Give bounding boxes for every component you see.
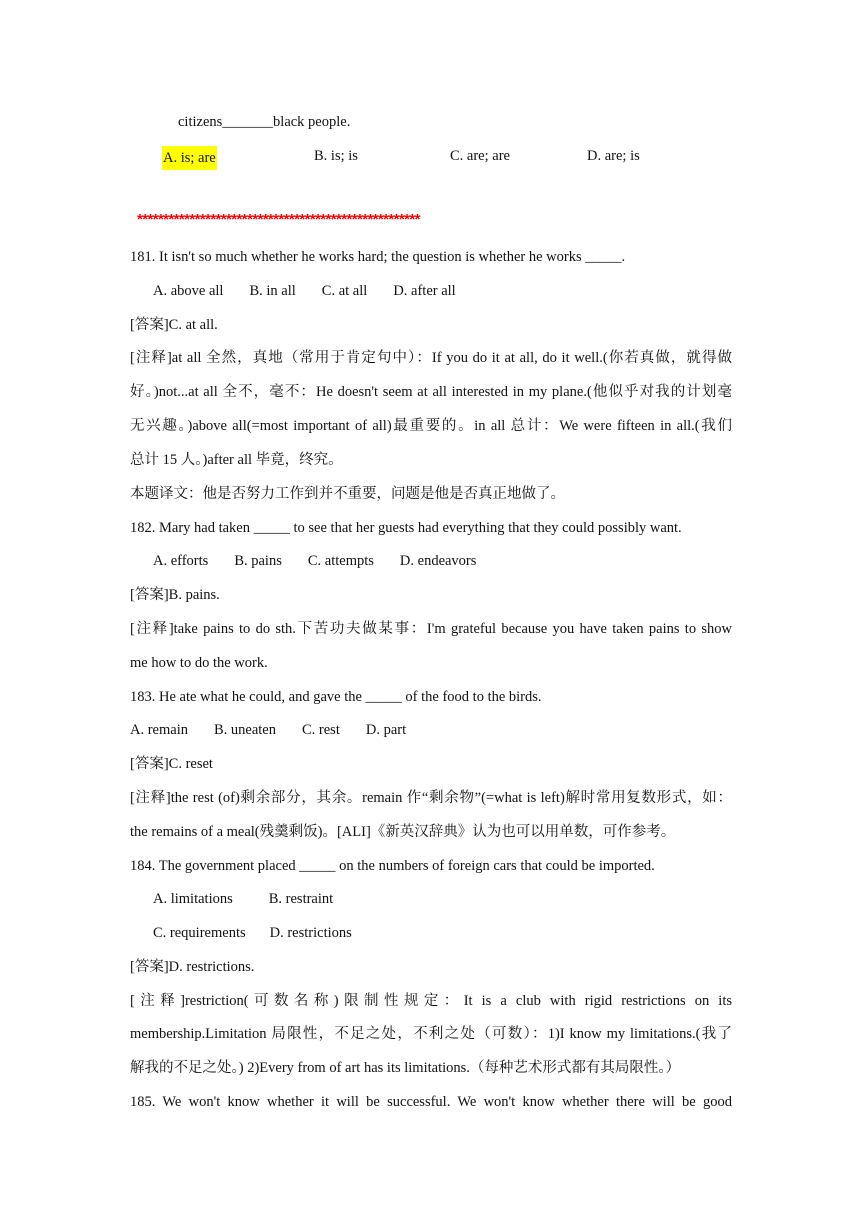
note-184-line-1: [注释]restriction(可数名称)限制性规定：It is a club with rigid restrictions on its (130, 993, 732, 1009)
option-181-a: A. above all (153, 283, 224, 299)
option-b: B. is; is (314, 148, 358, 164)
option-184-d: D. restrictions (269, 925, 352, 941)
note-184-line-3: 解我的不足之处。) 2)Every from of art has its limitations.（每种艺术形式都有其局限性。） (130, 1060, 681, 1076)
note-183-line-1: [注释]the rest (of)剩余部分，其余。remain 作“剩余物”(=what is left)解时常用复数形式，如： (130, 790, 732, 806)
option-183-c: C. rest (302, 722, 340, 738)
answer-181: [答案]C. at all. (130, 317, 218, 333)
option-182-a: A. efforts (153, 553, 209, 569)
option-183-a: A. remain (130, 722, 188, 738)
answer-183: [答案]C. reset (130, 756, 213, 772)
note-184-line-2: membership.Limitation 局限性，不足之处，不利之处（可数）：1)I know my limitations.(我了 (130, 1026, 732, 1042)
separator-stars: ****************************************************** (137, 211, 420, 228)
note-183-line-2: the remains of a meal(残羹剩饭)。[ALI]《新英汉辞典》认为也可以用单数，可作参考。 (130, 824, 676, 840)
question-continuation: citizens_______black people. (178, 114, 351, 130)
option-181-c: C. at all (321, 283, 368, 299)
options-184-row-1 (153, 889, 755, 909)
question-185: 185. We won't know whether it will be successful. We won't know whether there will be good (130, 1094, 732, 1110)
answer-184: [答案]D. restrictions. (130, 959, 255, 975)
note-181-line-2: 好。)not...at all 全不，毫不：He doesn't seem at all interested in my plane.(他似乎对我的计划毫 (130, 384, 732, 400)
options-183 (130, 720, 732, 740)
note-181-line-3: 无兴趣。)above all(=most important of all)最重要的。in all 总计：We were fifteen in all.(我们 (130, 418, 732, 434)
option-a-highlighted: A. is; are (162, 146, 217, 170)
options-181 (153, 281, 755, 301)
note-181-line-4: 总计 15 人。)after all 毕竟，终究。 (130, 452, 343, 468)
question-182: 182. Mary had taken _____ to see that her guests had everything that they could possibly want. (130, 520, 682, 536)
option-181-d: D. after all (393, 283, 456, 299)
option-184-a: A. limitations (153, 891, 233, 907)
option-183-b: B. uneaten (213, 722, 276, 738)
option-184-b: B. restraint (268, 891, 334, 907)
note-181-line-1: [注释]at all 全然，真地（常用于肯定句中）：If you do it at all, do it well.(你若真做，就得做 (130, 350, 732, 366)
option-181-b: B. in all (249, 283, 296, 299)
options-182 (153, 551, 755, 571)
option-d: D. are; is (587, 148, 640, 164)
option-183-d: D. part (365, 722, 407, 738)
translation-181: 本题译文：他是否努力工作到并不重要，问题是他是否真正地做了。 (130, 486, 565, 502)
option-c: C. are; are (450, 148, 510, 164)
option-182-d: D. endeavors (399, 553, 477, 569)
question-183: 183. He ate what he could, and gave the _____ of the food to the birds. (130, 689, 542, 705)
option-184-c: C. requirements (153, 925, 246, 941)
note-182-line-2: me how to do the work. (130, 655, 268, 671)
question-184: 184. The government placed _____ on the numbers of foreign cars that could be imported. (130, 858, 655, 874)
question-181: 181. It isn't so much whether he works hard; the question is whether he works _____. (130, 249, 626, 265)
option-182-c: C. attempts (307, 553, 374, 569)
options-184-row-2 (153, 923, 755, 943)
answer-182: [答案]B. pains. (130, 587, 220, 603)
note-182-line-1: [注释]take pains to do sth.下苦功夫做某事：I'm grateful because you have taken pains to show (130, 621, 732, 637)
option-182-b: B. pains (234, 553, 282, 569)
